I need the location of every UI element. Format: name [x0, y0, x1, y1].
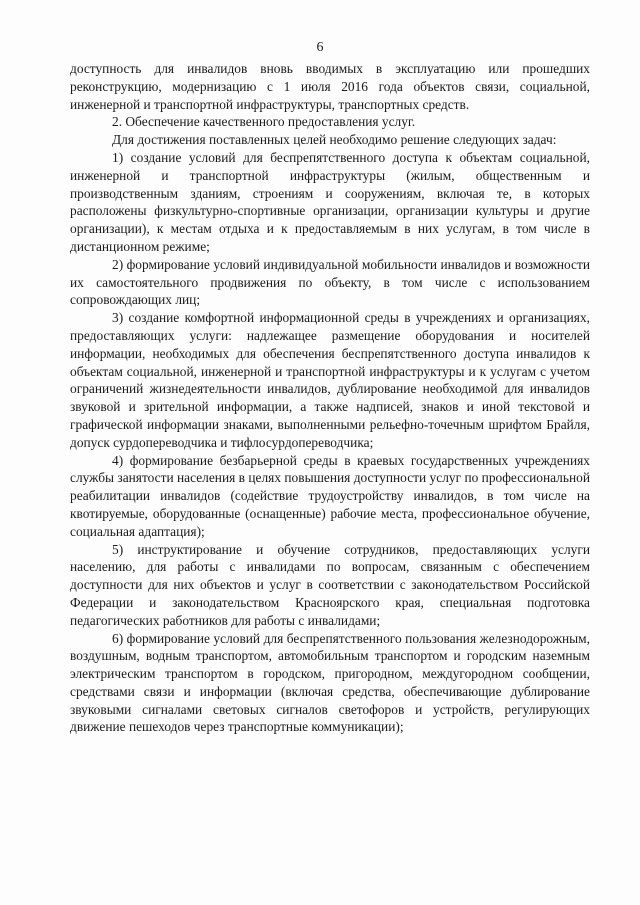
paragraph-task-6: 6) формирование условий для беспрепятственного пользования железнодорожным, воздушным, водным транспортом, автомобильным транспортом и городским наземным электрическим транспортом в городском, пригородном, междугородном сообщении, средствами связи и информации (включая средства, обеспечивающие дублирование звуковыми сигналами световых сигналов светофоров и устройств, регулирующих движение пешеходов через транспортные коммуникации); [70, 630, 590, 735]
paragraph-task-4: 4) формирование безбарьерной среды в краевых государственных учреждениях службы занятости населения в целях повышения доступности услуг по профессиональной реабилитации инвалидов (содействие трудоустройству инвалидов, в том числе на квотируемые, оборудованные (оснащенные) рабочие места, профессиональное обучение, социальная адаптация); [70, 452, 590, 539]
paragraph-tasks-intro: Для достижения поставленных целей необходимо решение следующих задач: [112, 132, 557, 148]
paragraph-task-5: 5) инструктирование и обучение сотрудников, предоставляющих услуги населению, для работы с инвалидами по вопросам, связанным с обеспечением доступности для них объектов и услуг в соответствии с законодательством Российской Федерации и законодательством Красноярского края, специальная подготовка педагогических работников для работы с инвалидами; [70, 541, 590, 628]
paragraph-section-2-heading: 2. Обеспечение качественного предоставления услуг. [112, 114, 416, 130]
paragraph-continuation: доступность для инвалидов вновь вводимых в эксплуатацию или прошедших реконструкцию, модернизацию с 1 июля 2016 года объектов связи, социальной, инженерной и транспортной инфраструктуры, транспортных средств. [70, 61, 590, 112]
document-body [70, 60, 590, 736]
paragraph-task-2: 2) формирование условий индивидуальной мобильности инвалидов и возможности их самостоятельного продвижения по объекту, в том числе с использованием сопровождающих лиц; [70, 256, 590, 308]
paragraph-task-3: 3) создание комфортной информационной среды в учреждениях и организациях, предоставляющих услуги: надлежащее размещение оборудования и носителей информации, необходимых для обеспечения беспрепятственного доступа инвалидов к объектам социальной, инженерной и транспортной инфраструктуры и к услугам с учетом ограничений жизнедеятельности инвалидов, дублирование необходимой для инвалидов звуковой и зрительной информации, а также надписей, знаков и иной текстовой и графической информации знаками, выполненными рельефно-точечным шрифтом Брайля, допуск сурдопереводчика и тифлосурдопереводчика; [70, 310, 590, 450]
paragraph-task-1: 1) создание условий для беспрепятственного доступа к объектам социальной, инженерной и транспортной инфраструктуры (жилым, общественным и производственным зданиям, строениям и сооружениям, включая те, в которых расположены физкультурно-спортивные организации, организации культуры и другие организации), к местам отдыха и к предоставляемым в них услугам, в том числе в дистанционном режиме; [70, 149, 590, 254]
page-number: 6 [316, 40, 324, 55]
